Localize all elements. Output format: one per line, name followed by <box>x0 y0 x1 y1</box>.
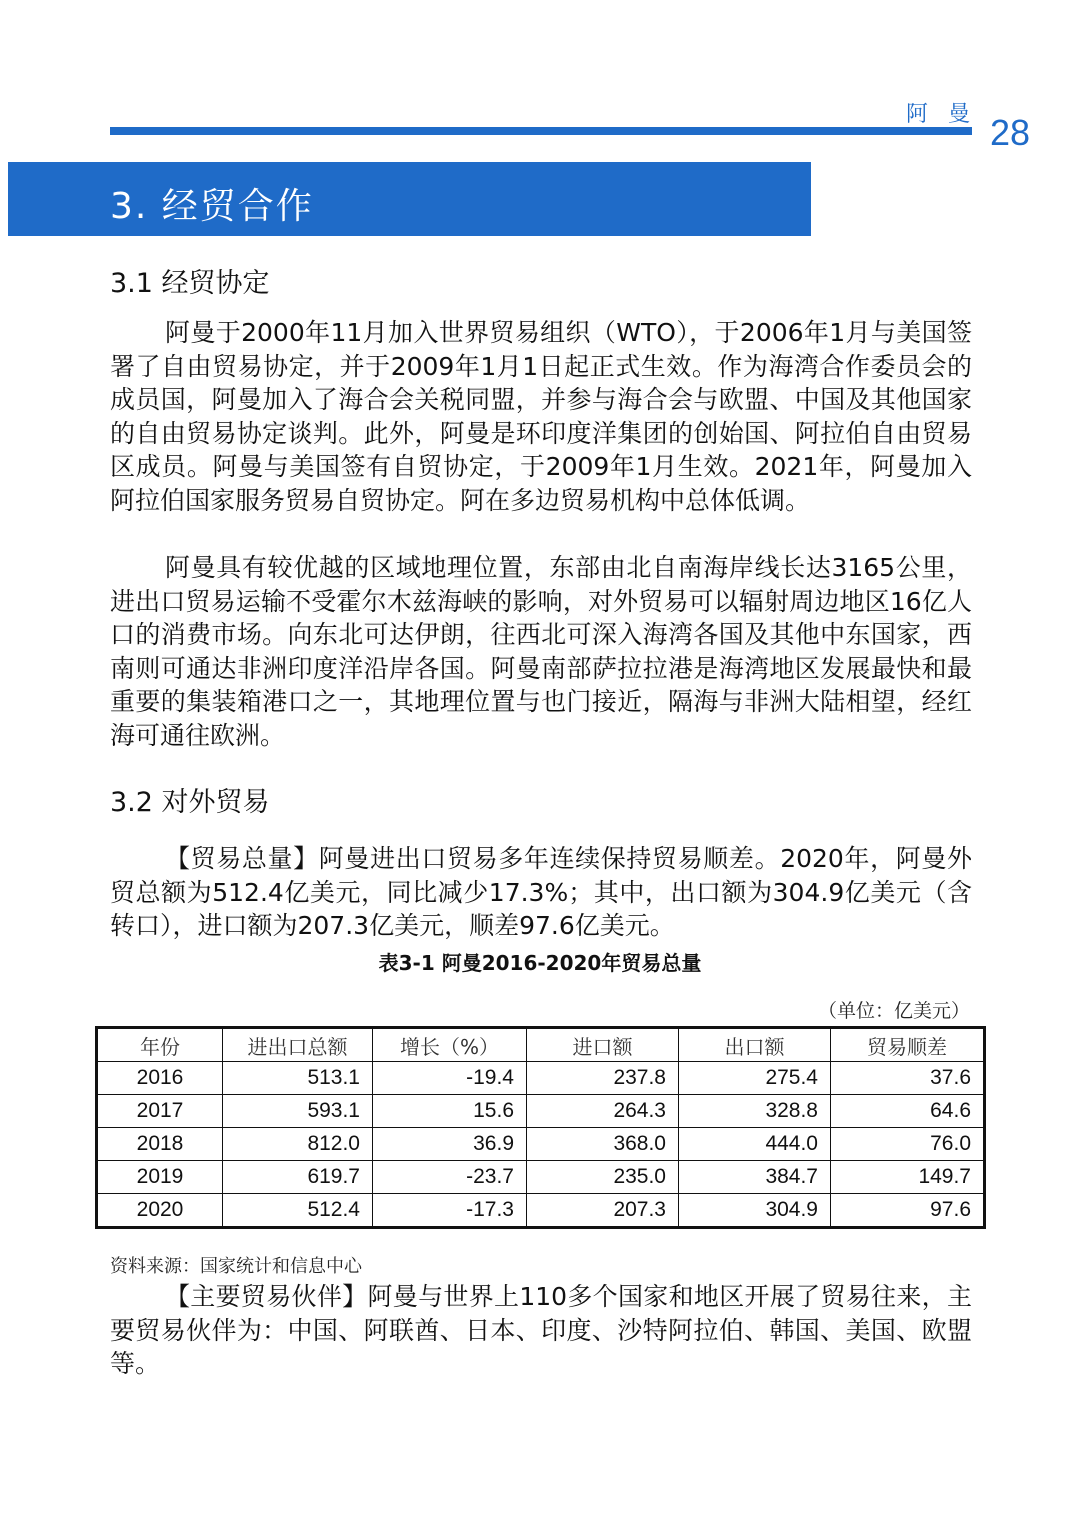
cell-surplus: 37.6 <box>831 1062 985 1095</box>
cell-growth: 15.6 <box>373 1095 527 1128</box>
cell-growth: -17.3 <box>373 1194 527 1228</box>
cell-surplus: 97.6 <box>831 1194 985 1228</box>
table-caption: 表3-1 阿曼2016-2020年贸易总量 <box>378 951 702 975</box>
header-total-trade: 进出口总额 <box>223 1028 373 1062</box>
cell-growth: -19.4 <box>373 1062 527 1095</box>
cell-surplus: 76.0 <box>831 1128 985 1161</box>
cell-imports: 237.8 <box>527 1062 679 1095</box>
header-rule <box>110 127 972 135</box>
paragraph-geography: 阿曼具有较优越的区域地理位置，东部由北自南海岸线长达3165公里，进出口贸易运输不受霍尔木兹海峡的影响，对外贸易可以辐射周边地区16亿人口的消费市场。向东北可达伊朗，往西北可深入海湾各国及其他中东国家，西南则可通达非洲印度洋沿岸各国。阿曼南部萨拉拉港是海湾地区发展最快和最重要的集装箱港口之一，其地理位置与也门接近，隔海与非洲大陆相望，经红海可通往欧洲。 <box>110 553 972 750</box>
cell-imports: 368.0 <box>527 1128 679 1161</box>
table-unit-label: （单位：亿美元） <box>817 1000 970 1022</box>
cell-exports: 304.9 <box>679 1194 831 1228</box>
cell-growth: -23.7 <box>373 1161 527 1194</box>
table-row <box>97 1128 985 1161</box>
cell-total-trade: 513.1 <box>223 1062 373 1095</box>
table-row <box>97 1062 985 1095</box>
table-header-row <box>97 1028 985 1062</box>
cell-total-trade: 593.1 <box>223 1095 373 1128</box>
cell-year: 2016 <box>97 1062 223 1095</box>
cell-year: 2020 <box>97 1194 223 1228</box>
section-heading-3-2: 3.2 对外贸易 <box>110 787 270 818</box>
header-exports: 出口额 <box>679 1028 831 1062</box>
cell-exports: 328.8 <box>679 1095 831 1128</box>
table-row <box>97 1161 985 1194</box>
running-head: 阿曼 <box>906 102 991 127</box>
cell-year: 2018 <box>97 1128 223 1161</box>
cell-total-trade: 619.7 <box>223 1161 373 1194</box>
cell-exports: 275.4 <box>679 1062 831 1095</box>
header-growth: 增长（%） <box>373 1028 527 1062</box>
cell-exports: 444.0 <box>679 1128 831 1161</box>
table-row <box>97 1194 985 1228</box>
paragraph-trade-partners: 【主要贸易伙伴】阿曼与世界上110多个国家和地区开展了贸易往来，主要贸易伙伴为：中国、阿联酋、日本、印度、沙特阿拉伯、韩国、美国、欧盟等。 <box>110 1282 972 1379</box>
header-imports: 进口额 <box>527 1028 679 1062</box>
cell-year: 2019 <box>97 1161 223 1194</box>
cell-total-trade: 512.4 <box>223 1194 373 1228</box>
cell-imports: 235.0 <box>527 1161 679 1194</box>
header-year: 年份 <box>97 1028 223 1062</box>
paragraph-trade-agreements: 阿曼于2000年11月加入世界贸易组织（WTO），于2006年1月与美国签署了自由贸易协定，并于2009年1月1日起正式生效。作为海湾合作委员会的成员国，阿曼加入了海合会关税同盟，并参与海合会与欧盟、中国及其他国家的自由贸易协定谈判。此外，阿曼是环印度洋集团的创始国、阿拉伯自由贸易区成员。阿曼与美国签有自贸协定，于2009年1月生效。2021年，阿曼加入阿拉伯国家服务贸易自贸协定。阿在多边贸易机构中总体低调。 <box>110 318 972 515</box>
table-row <box>97 1095 985 1128</box>
cell-surplus: 64.6 <box>831 1095 985 1128</box>
cell-imports: 264.3 <box>527 1095 679 1128</box>
cell-imports: 207.3 <box>527 1194 679 1228</box>
cell-growth: 36.9 <box>373 1128 527 1161</box>
chapter-title: 3. 经贸合作 <box>110 186 314 227</box>
cell-surplus: 149.7 <box>831 1161 985 1194</box>
page-number: 28 <box>990 112 1031 153</box>
header-surplus: 贸易顺差 <box>831 1028 985 1062</box>
cell-total-trade: 812.0 <box>223 1128 373 1161</box>
table-source-note: 资料来源：国家统计和信息中心 <box>110 1256 362 1277</box>
trade-volume-table <box>95 1026 986 1229</box>
cell-year: 2017 <box>97 1095 223 1128</box>
cell-exports: 384.7 <box>679 1161 831 1194</box>
section-heading-3-1: 3.1 经贸协定 <box>110 268 270 299</box>
paragraph-trade-volume: 【贸易总量】阿曼进出口贸易多年连续保持贸易顺差。2020年，阿曼外贸总额为512.4亿美元，同比减少17.3%；其中，出口额为304.9亿美元（含转口），进口额为207.3亿美元，顺差97.6亿美元。 <box>110 844 972 941</box>
